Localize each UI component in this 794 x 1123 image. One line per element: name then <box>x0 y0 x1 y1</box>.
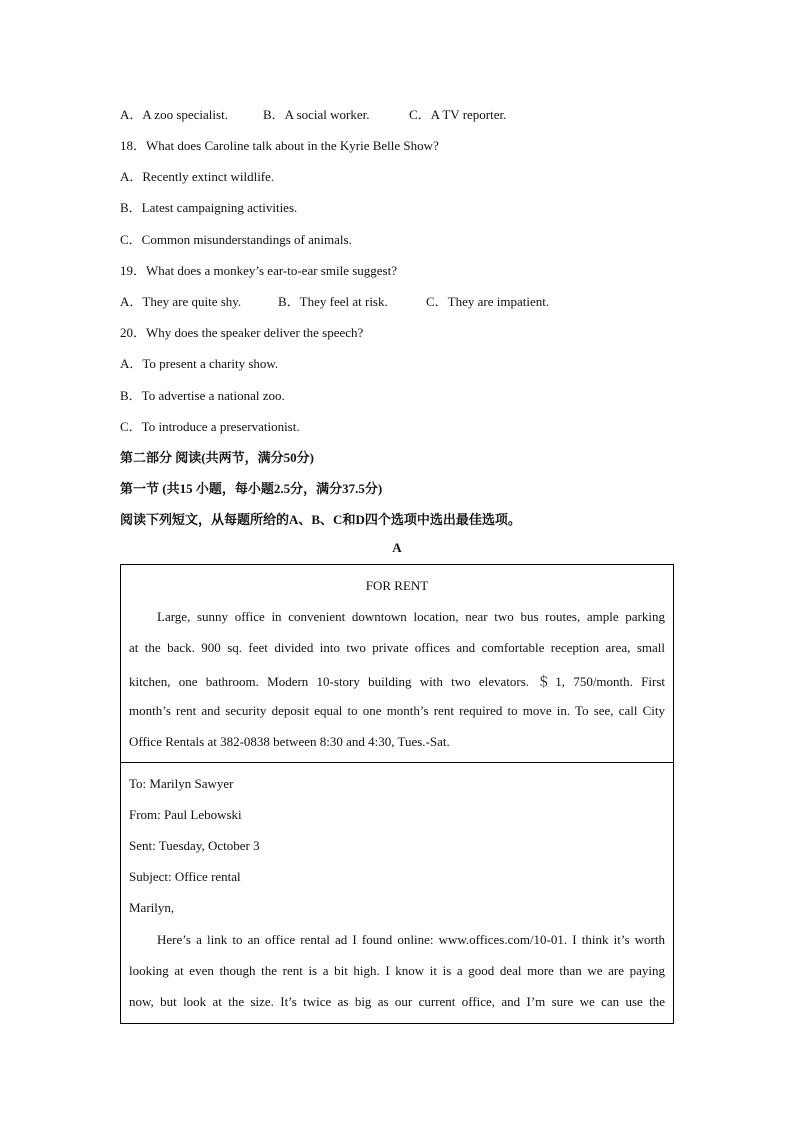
ad-line: Office Rentals at 382-0838 between 8:30 and 4:30, Tues.-Sat. <box>129 734 450 749</box>
email-box <box>120 762 674 1024</box>
q19-question: 19．What does a monkey’s ear-to-ear smile suggest? <box>120 263 397 278</box>
email-to: To: Marilyn Sawyer <box>129 776 234 791</box>
q17-option-b: B．A social worker. <box>263 107 370 122</box>
section-subtitle: 第一节 (共15 小题，每小题2.5分，满分37.5分) <box>120 481 383 496</box>
q18-question: 18．What does Caroline talk about in the Kyrie Belle Show? <box>120 138 439 153</box>
q19-option-b: B．They feel at risk. <box>278 294 388 309</box>
section-instruction: 阅读下列短文，从每题所给的A、B、C和D四个选项中选出最佳选项。 <box>120 512 521 527</box>
ad-line: kitchen, one bathroom. Modern 10-story building with two elevators. ＄1, 750/month. First <box>129 674 665 689</box>
q20-option-b: B．To advertise a national zoo. <box>120 388 285 403</box>
email-from: From: Paul Lebowski <box>129 807 242 822</box>
ad-line: month’s rent and security deposit equal to one month’s rent required to move in. To see, call City <box>129 703 665 718</box>
email-sent: Sent: Tuesday, October 3 <box>129 838 260 853</box>
q18-option-a: A．Recently extinct wildlife. <box>120 169 275 184</box>
part-title: 第二部分 阅读(共两节，满分50分) <box>120 450 314 465</box>
email-body-line: now, but look at the size. It’s twice as big as our current office, and I’m sure we can use the <box>129 994 665 1009</box>
email-subject: Subject: Office rental <box>129 869 241 884</box>
q19-option-c: C．They are impatient. <box>426 294 550 309</box>
q18-option-c: C．Common misunderstandings of animals. <box>120 232 352 247</box>
q17-option-a: A．A zoo specialist. <box>120 107 228 122</box>
q20-option-c: C．To introduce a preservationist. <box>120 419 300 434</box>
q20-option-a: A．To present a charity show. <box>120 356 279 371</box>
email-body-line: looking at even though the rent is a bit high. I know it is a good deal more than we are paying <box>129 963 665 978</box>
email-body-line: Here’s a link to an office rental ad I found online: www.offices.com/10-01. I think it’s worth <box>157 932 665 947</box>
ad-line: at the back. 900 sq. feet divided into two private offices and comfortable reception area, small <box>129 640 665 655</box>
q18-option-b: B．Latest campaigning activities. <box>120 200 298 215</box>
q17-options <box>120 104 506 123</box>
q19-options <box>120 291 549 310</box>
q17-option-c: C．A TV reporter. <box>409 107 507 122</box>
ad-title: FOR RENT <box>365 578 429 593</box>
email-greeting: Marilyn, <box>129 900 175 915</box>
rental-ad-box <box>120 564 674 763</box>
passage-label: A <box>392 540 402 555</box>
q19-option-a: A．They are quite shy. <box>120 294 242 309</box>
ad-line: Large, sunny office in convenient downtown location, near two bus routes, ample parking <box>157 609 665 624</box>
q20-question: 20．Why does the speaker deliver the speech? <box>120 325 364 340</box>
